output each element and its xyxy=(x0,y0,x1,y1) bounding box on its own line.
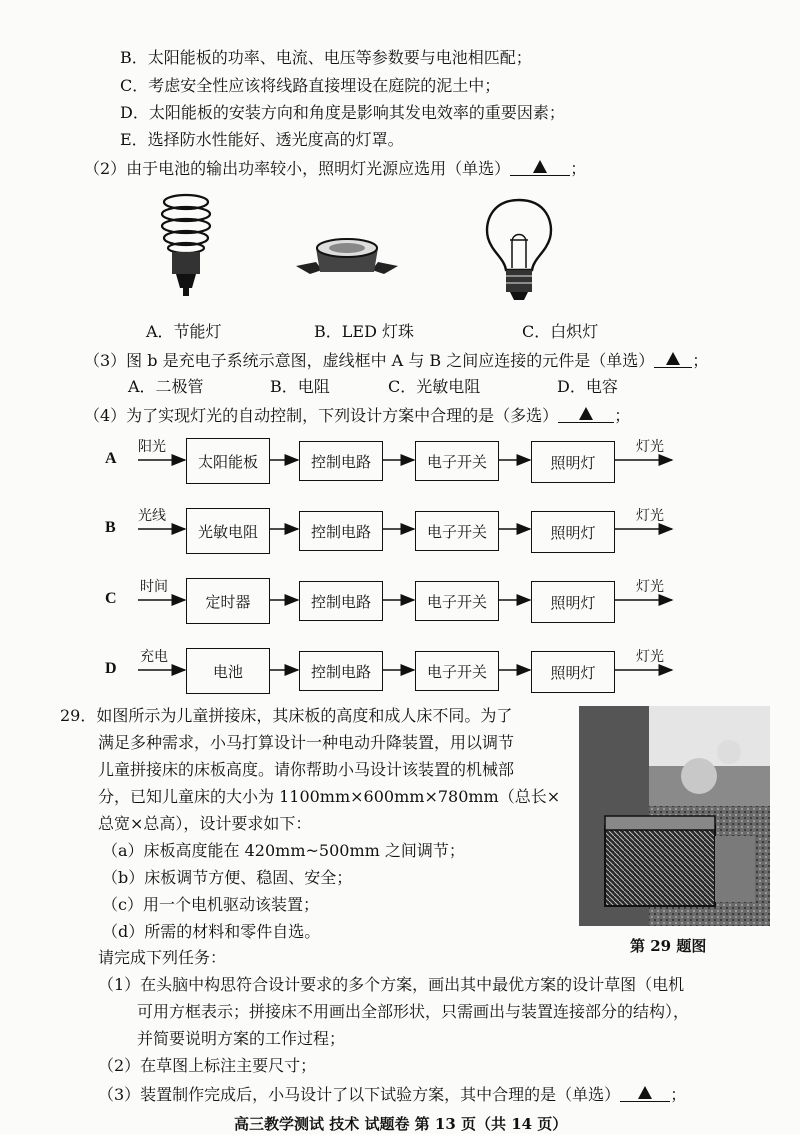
row-c-box3: 电子开关 xyxy=(415,581,499,621)
q29-task2: （2）在草图上标注主要尺寸； xyxy=(98,1056,317,1075)
q29-task1-line2: 可用方框表示；拼接床不用画出全部形状，只需画出与装置连接部分的结构）， xyxy=(137,1002,690,1021)
row-a-box1: 太阳能板 xyxy=(186,438,270,484)
row-d-box1: 电池 xyxy=(186,648,270,694)
row-b-box1: 光敏电阻 xyxy=(186,508,270,554)
q4-stem: （4）为了实现灯光的自动控制，下列设计方案中合理的是（多选） ； xyxy=(84,406,631,425)
row-b-input: 光线 xyxy=(138,508,166,524)
lamp-option-b: B．LED 灯珠 xyxy=(314,322,414,341)
row-b-box2: 控制电路 xyxy=(299,511,383,551)
row-a-box4: 照明灯 xyxy=(531,441,615,483)
row-letter-c: C xyxy=(105,590,117,607)
q3-option-b: B．电阻 xyxy=(270,377,330,396)
row-b-output: 灯光 xyxy=(636,508,664,524)
q29-req-a: （a）床板高度能在 420mm~500mm 之间调节； xyxy=(102,841,465,860)
q29-req-d: （d）所需的材料和零件自选。 xyxy=(102,922,321,941)
q29-line-5: 总宽×总高），设计要求如下： xyxy=(98,814,312,833)
row-c-box1: 定时器 xyxy=(186,578,270,624)
row-d-output: 灯光 xyxy=(636,649,664,665)
row-letter-b: B xyxy=(105,519,116,536)
row-a-output: 灯光 xyxy=(636,439,664,455)
q29-task3: （3）装置制作完成后，小马设计了以下试验方案，其中合理的是（单选） ； xyxy=(98,1085,687,1104)
q29-task1-line1: （1）在头脑中构思符合设计要求的多个方案，画出其中最优方案的设计草图（电机 xyxy=(98,975,685,994)
lamp-option-c: C．白炽灯 xyxy=(522,322,599,341)
q3-option-c: C．光敏电阻 xyxy=(388,377,481,396)
row-c-output: 灯光 xyxy=(636,579,664,595)
q3-option-a: A．二极管 xyxy=(128,377,204,396)
row-b-box4: 照明灯 xyxy=(531,511,615,553)
row-c-input: 时间 xyxy=(140,579,168,595)
row-d-box3: 电子开关 xyxy=(415,651,499,691)
bed-photo xyxy=(579,706,770,926)
row-a-input: 阳光 xyxy=(138,439,166,455)
q3-stem: （3）图 b 是充电子系统示意图，虚线框中 A 与 B 之间应连接的元件是（单选） ； xyxy=(84,351,709,370)
row-letter-a: A xyxy=(105,450,117,467)
q29-task1-line3: 并简要说明方案的工作过程； xyxy=(137,1029,346,1048)
q29-req-b: （b）床板调节方便、稳固、安全； xyxy=(102,868,353,887)
page-footer: 高三教学测试 技术 试题卷 第 13 页（共 14 页） xyxy=(234,1115,568,1133)
q29-line-3: 儿童拼接床的床板高度。请你帮助小马设计该装置的机械部 xyxy=(98,760,515,779)
figure-caption: 第 29 题图 xyxy=(630,937,707,955)
row-c-box2: 控制电路 xyxy=(299,581,383,621)
row-d-input: 充电 xyxy=(140,649,168,665)
row-letter-d: D xyxy=(105,660,117,677)
row-a-box3: 电子开关 xyxy=(415,441,499,481)
row-a-box2: 控制电路 xyxy=(299,441,383,481)
option-b: B．太阳能板的功率、电流、电压等参数要与电池相匹配； xyxy=(120,48,532,67)
option-e: E．选择防水性能好、透光度高的灯罩。 xyxy=(120,130,404,149)
q3-option-d: D．电容 xyxy=(557,377,618,396)
row-d-box2: 控制电路 xyxy=(299,651,383,691)
option-d: D．太阳能板的安装方向和角度是影响其发电效率的重要因素； xyxy=(120,103,565,122)
q2-stem: （2）由于电池的输出功率较小，照明灯光源应选用（单选） ； xyxy=(84,159,587,178)
bed-photo-illustration xyxy=(579,706,770,926)
q29-line-4: 分，已知儿童床的大小为 1100mm×600mm×780mm（总长× xyxy=(98,787,561,806)
option-c: C．考虑安全性应该将线路直接埋设在庭院的泥土中； xyxy=(120,76,501,95)
answer-blank xyxy=(620,1083,670,1102)
row-c-box4: 照明灯 xyxy=(531,581,615,623)
q29-line-1: 29．如图所示为儿童拼接床，其床板的高度和成人床不同。为了 xyxy=(60,706,513,725)
lamp-option-a: A．节能灯 xyxy=(146,322,222,341)
q29-req-c: （c）用一个电机驱动该装置； xyxy=(102,895,319,914)
row-d-box4: 照明灯 xyxy=(531,651,615,693)
q29-line-2: 满足多种需求，小马打算设计一种电动升降装置，用以调节 xyxy=(98,733,515,752)
triangle-icon xyxy=(638,1086,652,1099)
row-b-box3: 电子开关 xyxy=(415,511,499,551)
q29-tasks-intro: 请完成下列任务： xyxy=(98,948,227,967)
